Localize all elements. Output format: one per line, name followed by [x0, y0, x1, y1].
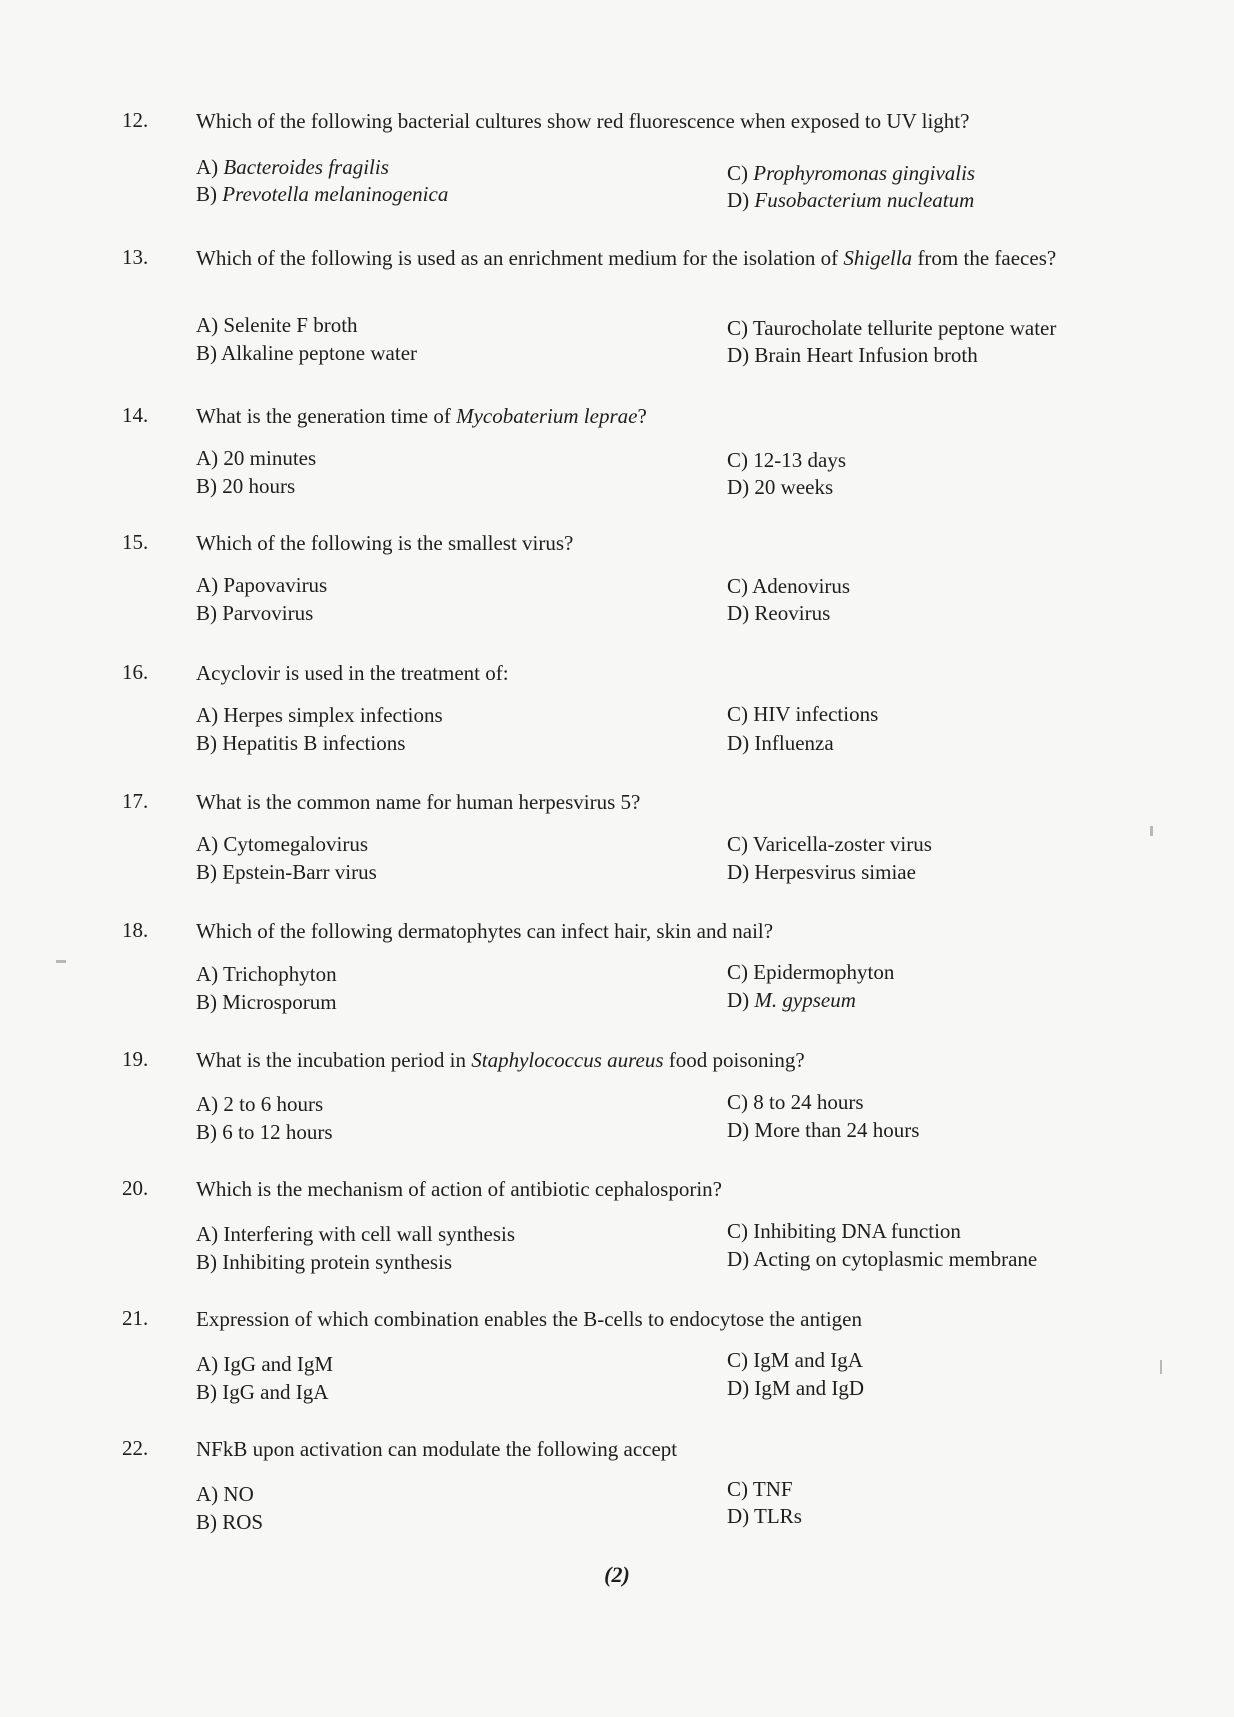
option-c: C) 12-13 days [727, 448, 846, 472]
option-c: C) Taurocholate tellurite peptone water [727, 316, 1057, 340]
option-c: C) TNF [727, 1477, 793, 1501]
question-number: 21. [122, 1306, 149, 1330]
option-c: C) Adenovirus [727, 574, 851, 598]
option-b: B) Epstein-Barr virus [196, 860, 377, 884]
option-a: A) Papovavirus [196, 573, 328, 597]
option-c: C) Prophyromonas gingivalis [727, 161, 976, 185]
question-number: 18. [122, 918, 149, 942]
question-number: 20. [122, 1176, 149, 1200]
option-a: A) 20 minutes [196, 446, 317, 470]
option-b: B) 6 to 12 hours [196, 1120, 333, 1144]
option-c: C) IgM and IgA [727, 1348, 863, 1372]
option-d: D) TLRs [727, 1504, 802, 1528]
question-number: 12. [122, 108, 149, 132]
option-d: D) Acting on cytoplasmic membrane [727, 1247, 1038, 1271]
question-number: 15. [122, 530, 149, 554]
question-number: 17. [122, 789, 149, 813]
option-a: A) Cytomegalovirus [196, 832, 369, 856]
scan-mark [1160, 1360, 1162, 1374]
option-b: B) Microsporum [196, 990, 337, 1014]
option-a: A) Selenite F broth [196, 313, 358, 337]
option-d: D) Herpesvirus simiae [727, 860, 916, 884]
question-number: 19. [122, 1047, 149, 1071]
page-number: (2) [604, 1562, 630, 1587]
question-text: Which of the following is the smallest virus? [196, 531, 574, 555]
option-c: C) Epidermophyton [727, 960, 895, 984]
option-c: C) Inhibiting DNA function [727, 1219, 961, 1243]
option-d: D) Reovirus [727, 601, 831, 625]
option-a: A) 2 to 6 hours [196, 1092, 324, 1116]
question-number: 13. [122, 245, 149, 269]
option-b: B) Hepatitis B infections [196, 731, 406, 755]
option-d: D) Fusobacterium nucleatum [727, 188, 975, 212]
option-a: A) IgG and IgM [196, 1352, 334, 1376]
question-text: Acyclovir is used in the treatment of: [196, 661, 509, 685]
option-a: A) Herpes simplex infections [196, 703, 443, 727]
question-text: What is the common name for human herpesvirus 5? [196, 790, 641, 814]
option-c: C) Varicella-zoster virus [727, 832, 932, 856]
question-text: What is the generation time of Mycobaterium leprae? [196, 404, 647, 428]
option-d: D) Brain Heart Infusion broth [727, 343, 978, 367]
option-a: A) Bacteroides fragilis [196, 155, 389, 179]
question-number: 16. [122, 660, 149, 684]
question-text: What is the incubation period in Staphylococcus aureus food poisoning? [196, 1048, 805, 1072]
question-number: 14. [122, 403, 149, 427]
option-b: B) 20 hours [196, 474, 296, 498]
option-a: A) Trichophyton [196, 962, 337, 986]
option-b: B) Parvovirus [196, 601, 314, 625]
scan-mark [56, 960, 66, 963]
option-a: A) Interfering with cell wall synthesis [196, 1222, 515, 1246]
option-a: A) NO [196, 1482, 254, 1506]
option-b: B) IgG and IgA [196, 1380, 329, 1404]
option-d: D) IgM and IgD [727, 1376, 865, 1400]
option-b: B) ROS [196, 1510, 264, 1534]
question-number: 22. [122, 1436, 149, 1460]
scan-mark [1150, 826, 1153, 836]
option-d: D) 20 weeks [727, 475, 834, 499]
question-text: Which of the following is used as an enrichment medium for the isolation of Shigella from the faeces? [196, 246, 1057, 270]
option-d: D) More than 24 hours [727, 1118, 920, 1142]
question-text: Which of the following bacterial cultures show red fluorescence when exposed to UV light? [196, 109, 970, 133]
option-c: C) 8 to 24 hours [727, 1090, 864, 1114]
question-text: Expression of which combination enables the B-cells to endocytose the antigen [196, 1307, 862, 1331]
option-d: D) Influenza [727, 731, 834, 755]
option-b: B) Prevotella melaninogenica [196, 182, 449, 206]
question-text: NFkB upon activation can modulate the following accept [196, 1437, 678, 1461]
option-c: C) HIV infections [727, 702, 879, 726]
option-b: B) Alkaline peptone water [196, 341, 418, 365]
option-d: D) M. gypseum [727, 988, 856, 1012]
question-text: Which is the mechanism of action of antibiotic cephalosporin? [196, 1177, 723, 1201]
question-text: Which of the following dermatophytes can infect hair, skin and nail? [196, 919, 774, 943]
option-b: B) Inhibiting protein synthesis [196, 1250, 453, 1274]
